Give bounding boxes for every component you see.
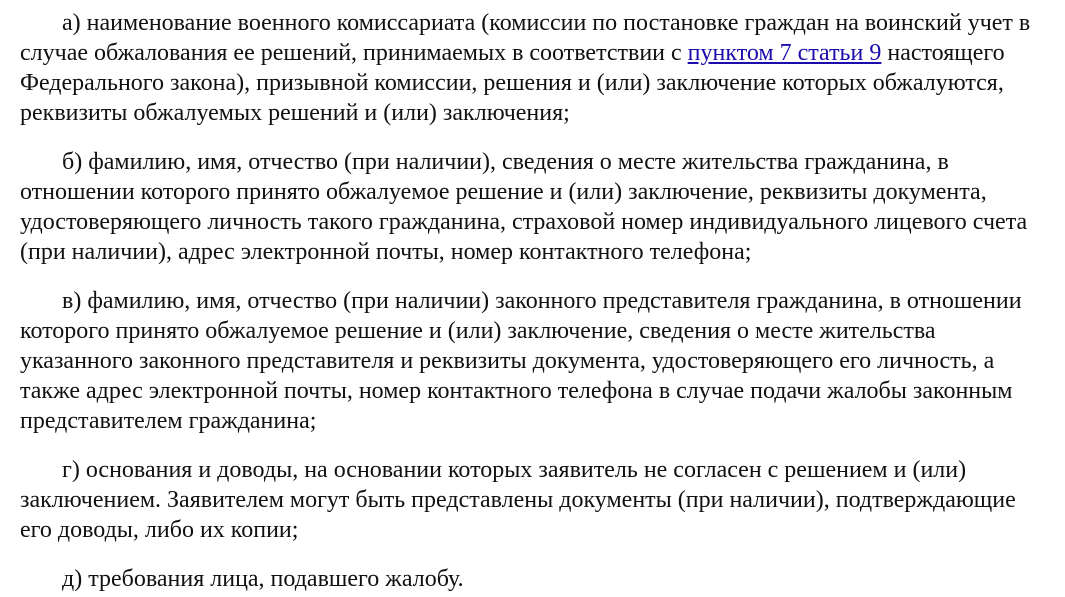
paragraph-g: г) основания и доводы, на основании которых заявитель не согласен с решением и (или) заключением. Заявителем могут быть представлены документы (при наличии), подтверждающие его доводы, либо их копии;: [20, 457, 1016, 543]
paragraph-b: б) фамилию, имя, отчество (при наличии), сведения о месте жительства гражданина, в отношении которого принято обжалуемое решение и (или) заключение, реквизиты документа, удостоверяющего личность такого гражданина, страховой номер индивидуального лицевого счета (при наличии), адрес электронной почты, номер контактного телефона;: [20, 149, 1028, 265]
paragraph-d: д) требования лица, подавшего жалобу.: [62, 566, 464, 592]
article-link[interactable]: пунктом 7 статьи 9: [687, 40, 882, 66]
paragraph-a-text-before: а) наименование военного комиссариата (комиссии по постановке граждан на воинский учет в случае обжалования ее решений, принимаемых в соответствии с: [20, 10, 1031, 66]
paragraph-a-text-after: настоящего Федерального закона), призывной комиссии, решения и (или) заключение которых обжалуются, реквизиты обжалуемых решений и (или) заключения;: [20, 40, 1005, 126]
paragraph-v: в) фамилию, имя, отчество (при наличии) законного представителя гражданина, в отношении которого принято обжалуемое решение и (или) заключение, сведения о месте жительства указанного законного представителя и реквизиты документа, удостоверяющего его личность, а также адрес электронной почты, номер контактного телефона в случае подачи жалобы законным представителем гражданина;: [20, 288, 1022, 434]
paragraph-a: [20, 8, 1045, 128]
document-body: [20, 8, 1045, 594]
